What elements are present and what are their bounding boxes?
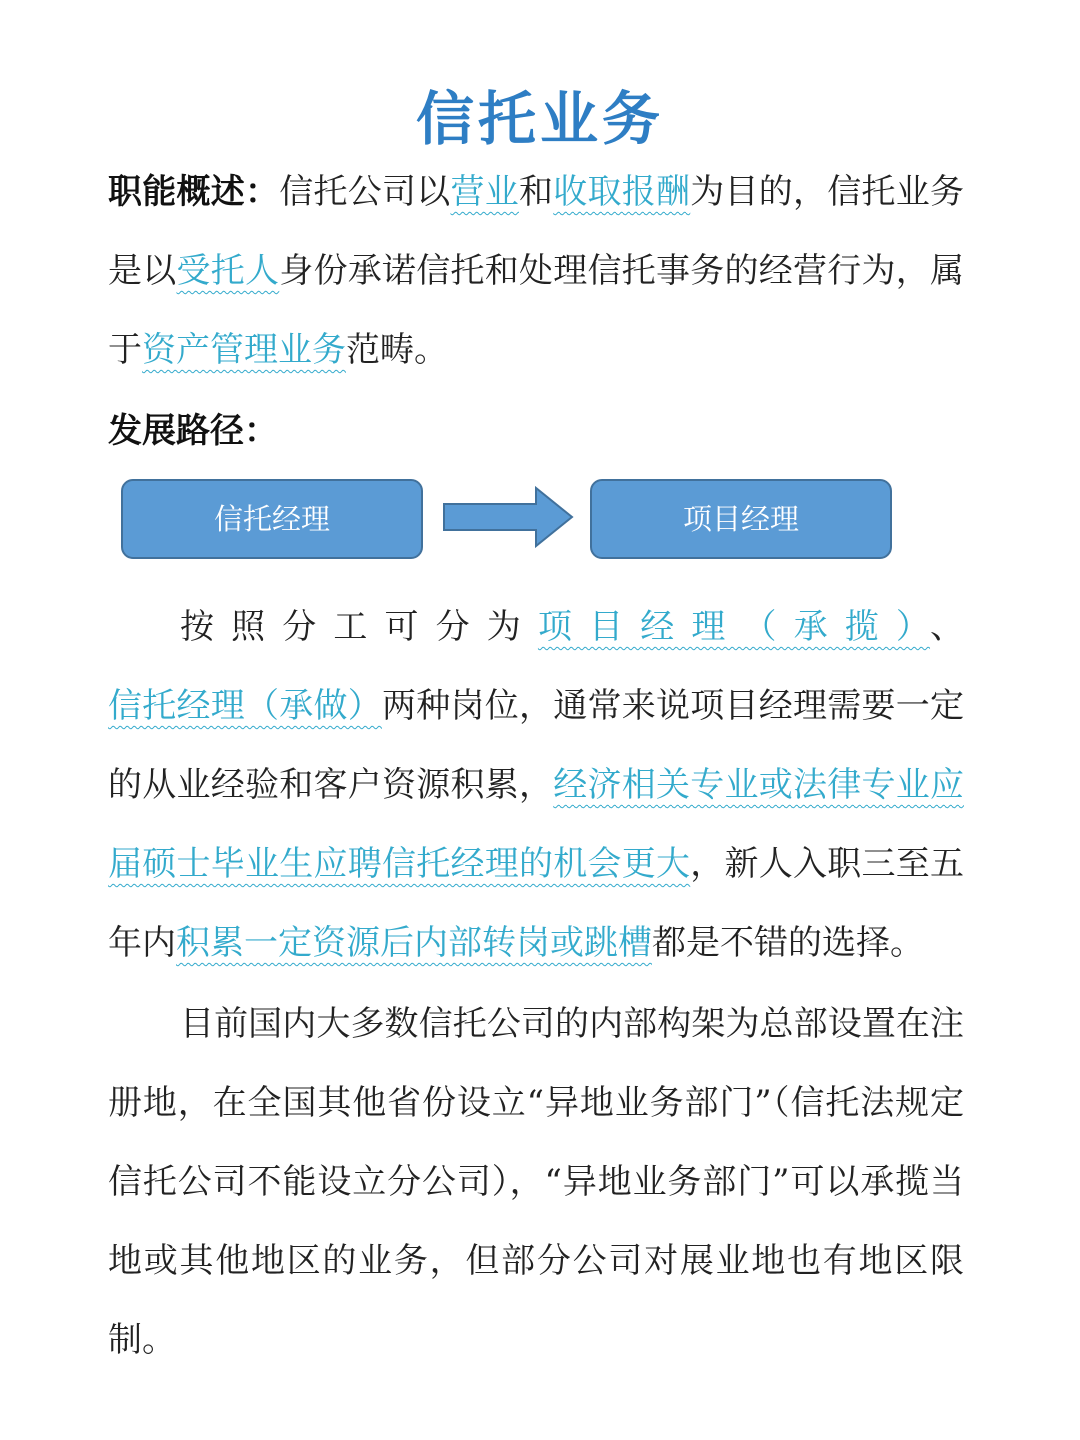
highlight-term: 积累一定资源后内部转岗或跳槽 — [176, 923, 652, 963]
text-span: 范畴。 — [346, 330, 448, 370]
highlight-term: 收取报酬 — [553, 172, 691, 212]
highlight-term: 信托经理（承做） — [108, 686, 382, 726]
text-span: 信托公司以 — [279, 172, 451, 212]
intro-label: 职能概述： — [108, 172, 280, 212]
text-span: 为目的，信托业务是以 — [108, 172, 964, 291]
highlight-term: 受托人 — [176, 251, 280, 291]
highlight-term: 资产管理业务 — [142, 330, 346, 370]
highlight-term: 项目经理（承揽） — [537, 607, 931, 647]
flow-box-project-manager: 项目经理 — [590, 479, 892, 559]
flow-box-trust-manager: 信托经理 — [121, 479, 423, 559]
text-span: 身份承诺信托和处理信托事务的经营行为，属于 — [108, 251, 964, 370]
intro-paragraph — [108, 153, 964, 390]
structure-paragraph: 目前国内大多数信托公司的内部构架为总部设置在注册地，在全国其他省份设立“异地业务部门”（信托法规定信托公司不能设立分公司），“异地业务部门”可以承揽当地或其他地区的业务，但部分公司对展业地也有地区限制。 — [108, 1004, 964, 1360]
highlight-term: 营业 — [450, 172, 519, 212]
text-span: 和 — [519, 172, 554, 212]
path-heading: 发展路径： — [108, 411, 278, 451]
text-span: ，新人入职三至五年内 — [108, 844, 964, 963]
text-span: 两种岗位，通常来说项目经理需要一定的从业经验和客户资源积累， — [108, 686, 964, 805]
division-paragraph — [108, 588, 964, 983]
text-span: 按照分工可分为 — [180, 607, 538, 647]
text-span: 都是不错的选择。 — [652, 923, 924, 963]
highlight-term: 经济相关专业或法律专业应届硕士毕业生应聘信托经理的机会更大 — [108, 765, 964, 884]
right-arrow-icon — [440, 484, 576, 550]
text-span: 、 — [930, 607, 965, 647]
page-title: 信托业务 — [415, 85, 664, 153]
